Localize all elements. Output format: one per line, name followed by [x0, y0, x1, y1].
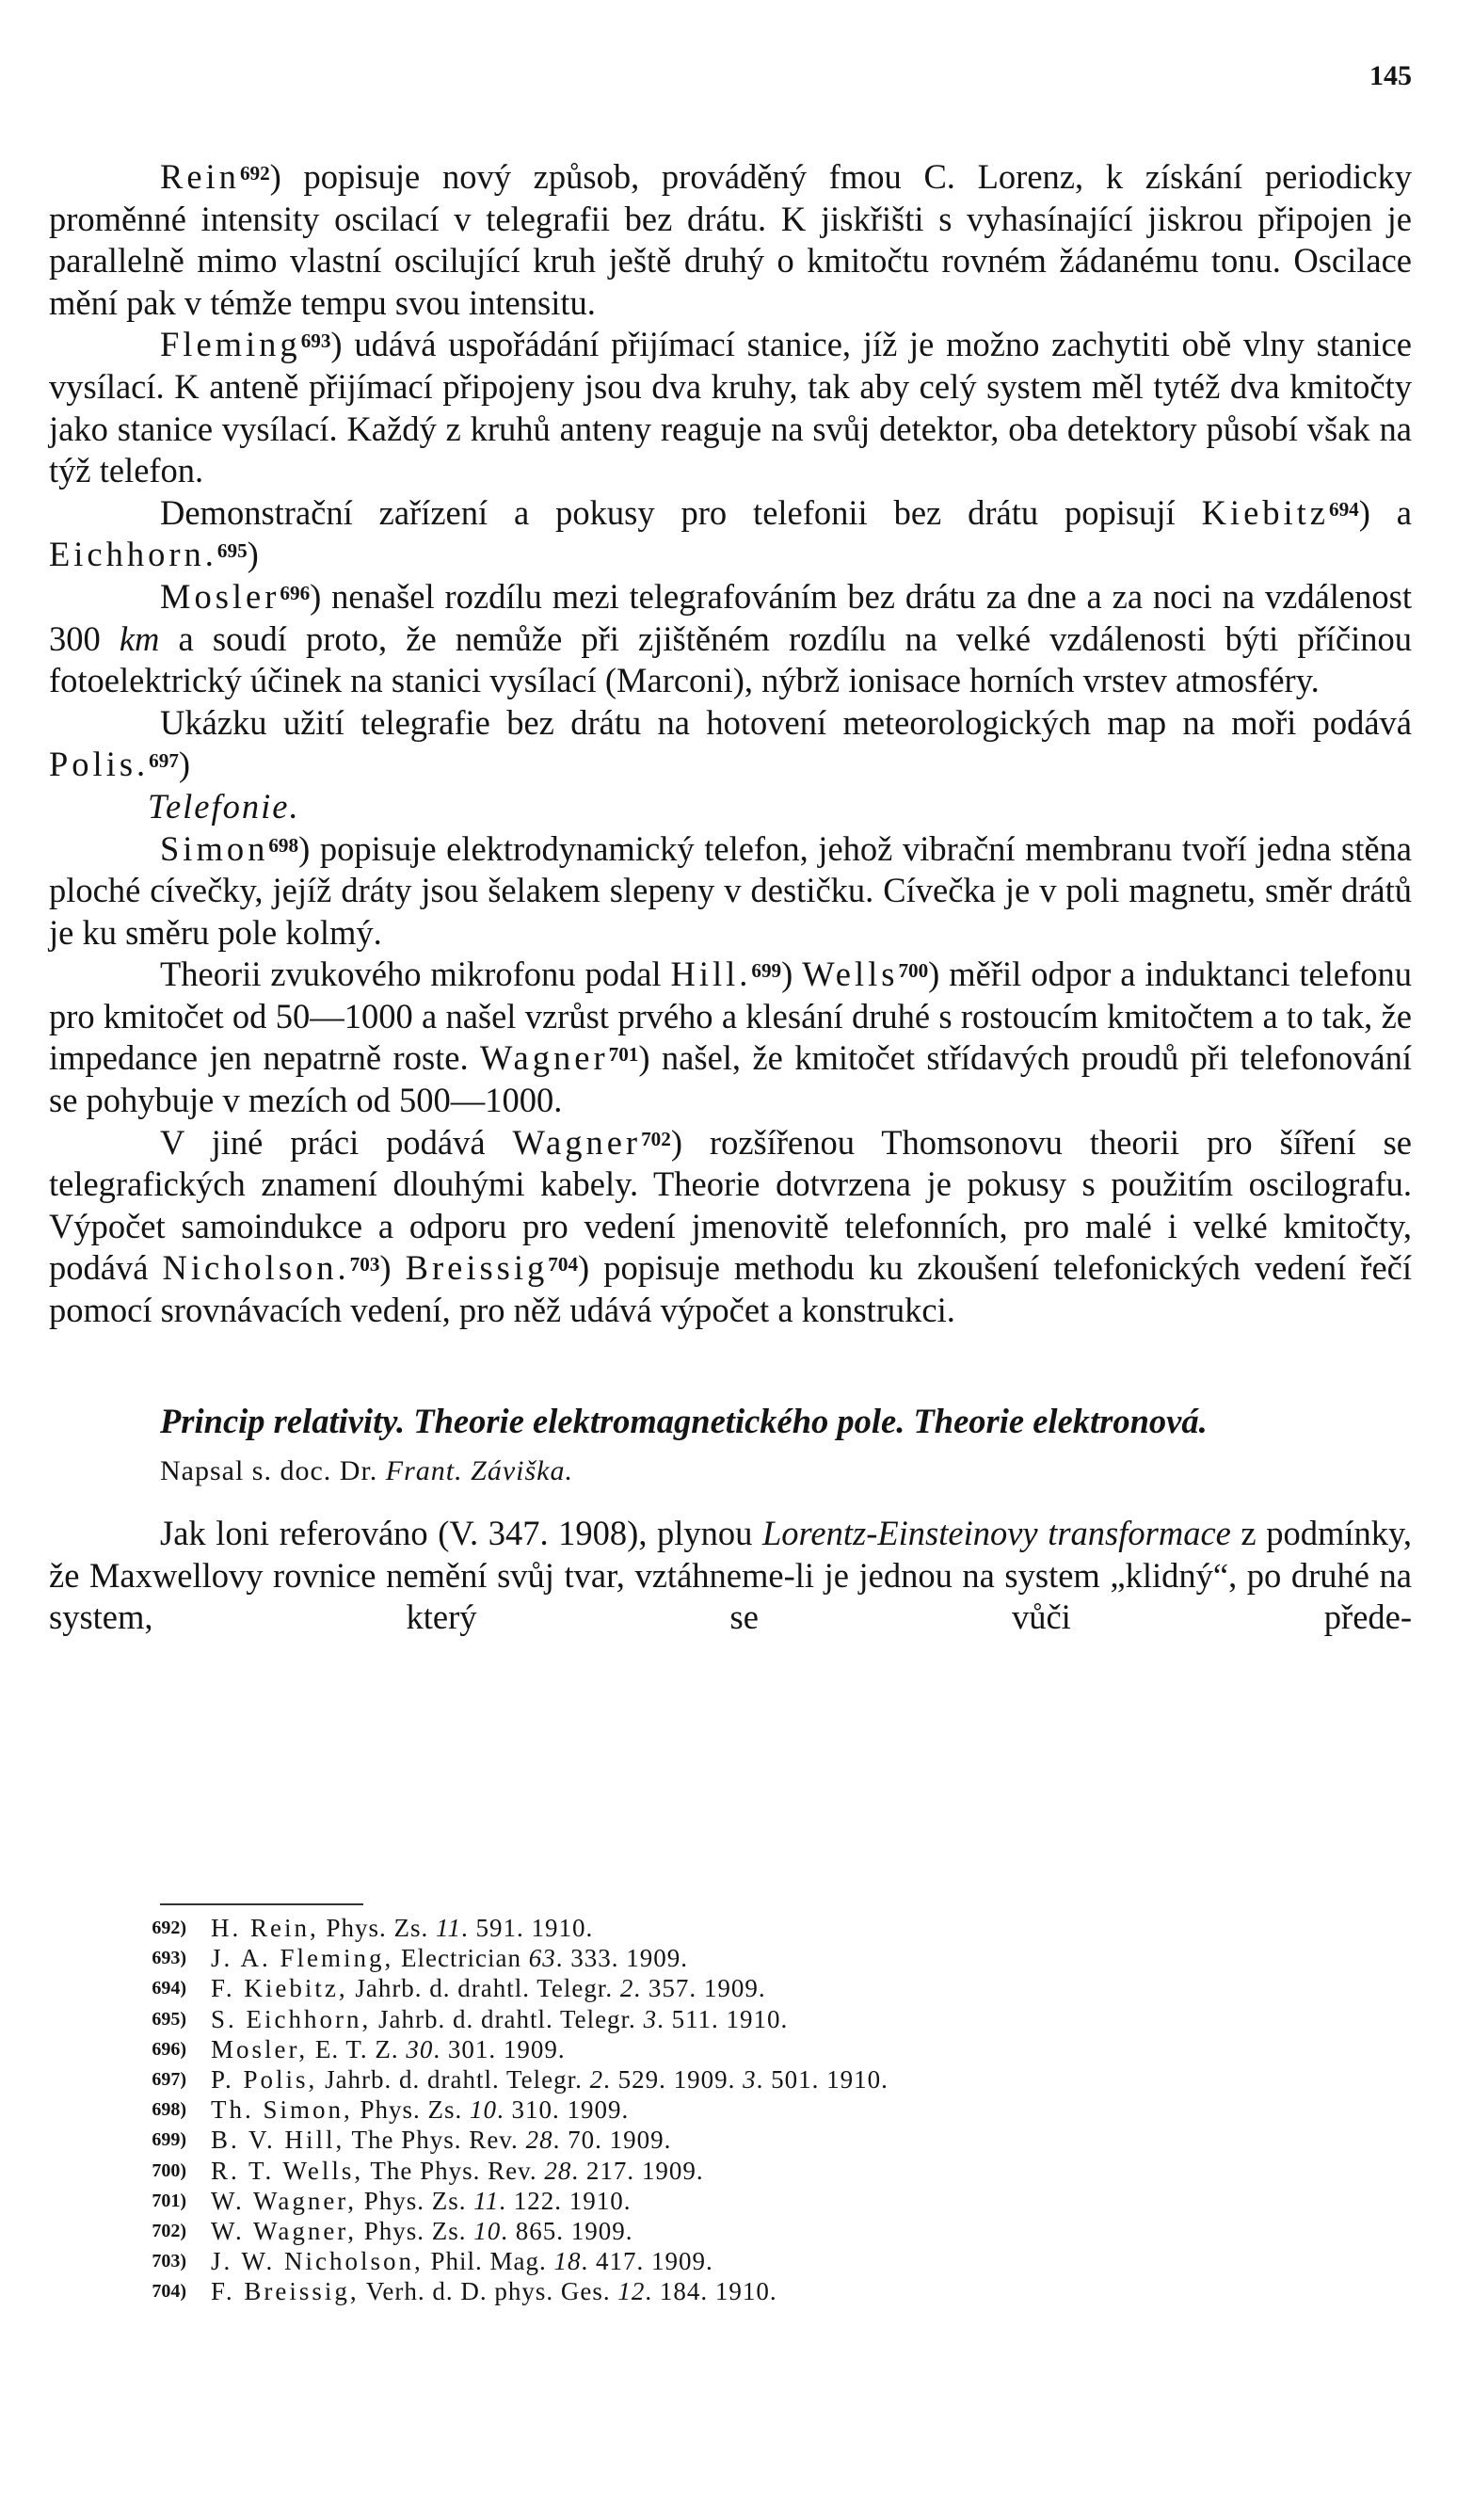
section-heading: Princip relativity. Theorie elektromagnetického pole. Theorie elektronová.	[160, 1401, 1208, 1440]
footnote-number: 703)	[152, 2251, 186, 2272]
paragraph-text: )	[247, 535, 259, 574]
author-name: Eichhorn.	[49, 535, 217, 574]
footnote-author: W. Wagner,	[211, 2217, 357, 2246]
footnote-journal: Verh. d. D. phys. Ges.	[359, 2277, 618, 2306]
footnote-number: 693)	[152, 1948, 186, 1969]
footnote-journal: E. T. Z.	[308, 2034, 407, 2063]
footnote-ref[interactable]: 692	[239, 162, 270, 185]
subsection-title: Telefonie.	[148, 786, 300, 826]
footnote-item	[49, 2156, 1412, 2186]
paragraph-text: )	[178, 745, 191, 784]
footnote-number: 694)	[152, 1978, 186, 1999]
footnote-volume: 10	[470, 2095, 498, 2125]
footnote-volume: 2	[589, 2065, 604, 2095]
byline-author: Frant. Záviška.	[385, 1454, 573, 1486]
footnote-item	[49, 2064, 1412, 2095]
author-name: Wagner	[480, 1038, 609, 1078]
footnote-journal: Phys. Zs.	[356, 2217, 474, 2246]
footnote-author: J. A. Fleming,	[211, 1944, 394, 1973]
footnote-item	[49, 1913, 1412, 1943]
footnote-pages: . 310. 1909.	[497, 2095, 630, 2125]
footnote-journal: Phil. Mag.	[423, 2247, 554, 2276]
footnote-volume: 30	[406, 2034, 434, 2063]
footnote-volume: 3	[743, 2065, 757, 2095]
byline	[49, 1451, 1412, 1493]
footnote-pages: . 122. 1910.	[499, 2186, 632, 2215]
footnote-ref[interactable]: 700	[898, 959, 929, 983]
footnote-text	[211, 2125, 671, 2155]
footnote-number: 701)	[152, 2190, 186, 2211]
footnote-author: P. Polis,	[211, 2065, 318, 2095]
footnote-ref[interactable]: 693	[300, 329, 331, 353]
paragraph-text: )	[781, 955, 803, 994]
paragraph-mosler	[49, 576, 1412, 702]
footnote-item	[49, 2186, 1412, 2216]
footnote-journal: The Phys. Rev.	[363, 2156, 545, 2185]
footnote-journal: Jahrb. d. drahtl. Telegr.	[371, 2004, 644, 2033]
footnote-pages: . 417. 1909.	[581, 2247, 713, 2276]
footnote-text	[211, 1913, 593, 1943]
author-name: Mosler	[160, 576, 280, 616]
paragraph-text: ) nenašel rozdílu mezi telegrafováním bez drátu za dne a za noci na vzdálenost 300	[49, 576, 1412, 658]
footnote-item	[49, 2246, 1412, 2276]
footnote-pages: . 184. 1910.	[645, 2277, 777, 2306]
footnote-author: S. Eichhorn,	[211, 2004, 372, 2033]
paragraph-text: V jiné práci podává	[160, 1122, 513, 1162]
footnote-journal: Jahrb. d. drahtl. Telegr.	[317, 2065, 590, 2095]
footnote-text	[211, 2034, 566, 2064]
author-name: Simon	[160, 828, 269, 868]
footnote-text	[211, 2064, 889, 2095]
footnote-pages: . 511. 1910.	[657, 2004, 789, 2033]
footnote-author: H. Rein,	[211, 1914, 319, 1942]
paragraph-text: z podmínky, že Maxwellovy rovnice nemění svůj tvar, vztáhneme-li je jednou na system „klidný“, po druhé na system, který se vůči přede-	[49, 1514, 1412, 1637]
unit-km: km	[119, 618, 160, 658]
footnote-journal: Phys. Zs.	[318, 1914, 437, 1942]
footnote-volume: 10	[473, 2217, 502, 2246]
footnote-item	[49, 1973, 1412, 2003]
footnote-author: F. Kiebitz,	[211, 1974, 348, 2003]
page-number: 145	[1369, 60, 1412, 91]
footnote-pages: . 217. 1909.	[571, 2156, 704, 2185]
paragraph-text: ) měřil odpor a induktanci telefonu pro kmitočet od 50—1000 a našel vzrůst prvého a klesání druhé s rostoucím kmitočtem a to tak, že impedance jen nepatrně roste.	[49, 955, 1412, 1078]
footnotes	[49, 1913, 1412, 2307]
footnote-ref[interactable]: 702	[641, 1127, 671, 1150]
footnote-divider	[160, 1903, 363, 1905]
paragraph-text: a soudí proto, že nemůže při zjištěném rozdílu na velké vzdálenosti býti příčinou fotoelektrický účinek na stanici vysílací (Marconi), nýbrž ionisace horních vrstev atmosféry.	[49, 618, 1412, 700]
footnote-item	[49, 2095, 1412, 2125]
author-name: Hill.	[670, 955, 752, 994]
footnote-text	[211, 2276, 777, 2306]
footnote-pages: . 501. 1910.	[756, 2065, 889, 2095]
paragraph-fleming	[49, 324, 1412, 491]
footnote-ref[interactable]: 699	[751, 959, 782, 983]
footnote-ref[interactable]: 698	[268, 833, 299, 857]
paragraph-theorii	[49, 954, 1412, 1121]
paragraph-text: Demonstrační zařízení a pokusy pro telefonii bez drátu popisují	[160, 492, 1202, 532]
footnote-text	[211, 2004, 788, 2034]
paragraph-text: ) popisuje methodu ku zkoušení telefonických vedení řečí pomocí srovnávacích vedení, pro něž udává výpočet a konstrukci.	[49, 1248, 1412, 1330]
footnote-author: W. Wagner,	[211, 2186, 357, 2215]
footnote-text	[211, 1943, 688, 1973]
footnote-item	[49, 2125, 1412, 2155]
footnote-journal: Jahrb. d. drahtl. Telegr.	[347, 1974, 620, 2003]
author-name: Kiebitz	[1201, 492, 1329, 532]
footnote-pages: . 865. 1909.	[501, 2217, 633, 2246]
footnote-ref[interactable]: 703	[349, 1253, 380, 1276]
author-name: Rein	[160, 157, 240, 196]
footnote-pages: . 70. 1909.	[552, 2126, 672, 2155]
footnote-volume: 12	[617, 2277, 646, 2306]
footnote-text	[211, 2095, 629, 2125]
footnote-journal: The Phys. Rev.	[344, 2126, 526, 2155]
paragraph-jak-loni	[49, 1513, 1412, 1639]
author-name: Nicholson.	[162, 1248, 350, 1288]
footnote-journal: Phys. Zs.	[356, 2186, 474, 2215]
paragraph-text: ) popisuje elektrodynamický telefon, jehož vibrační membranu tvoří jedna stěna ploché cívečky, jejíž dráty jsou šelakem slepeny v destičku. Cívečka je v poli magnetu, směr drátů je ku směru pole kolmý.	[49, 828, 1412, 952]
paragraph-wagner	[49, 1122, 1412, 1332]
footnote-volume: 28	[525, 2126, 553, 2155]
footnote-number: 700)	[152, 2159, 186, 2181]
paragraph-ukazku	[49, 702, 1412, 786]
paragraph-text: ) našel, že kmitočet střídavých proudů při telefonování se pohybuje v mezích od 500—1000.	[49, 1038, 1413, 1120]
footnote-volume: 3	[643, 2004, 658, 2033]
author-name: Fleming	[160, 325, 301, 364]
footnote-number: 704)	[152, 2281, 186, 2303]
footnote-volume: 11	[436, 1914, 462, 1942]
footnote-item	[49, 2004, 1412, 2034]
footnote-author: B. V. Hill,	[211, 2126, 345, 2155]
paragraph-text: Jak loni referováno (V. 347. 1908), plynou	[160, 1514, 762, 1553]
footnote-ref[interactable]: 694	[1329, 497, 1359, 521]
footnote-volume: 11	[473, 2186, 500, 2215]
footnote-item	[49, 2216, 1412, 2246]
footnote-pages: . 301. 1909.	[433, 2034, 566, 2063]
paragraph-text: )	[379, 1248, 406, 1288]
footnote-item	[49, 1943, 1412, 1973]
paragraph-text: Ukázku užití telegrafie bez drátu na hotovení meteorologických map na moři podává	[160, 702, 1412, 742]
byline-prefix: Napsal s. doc. Dr.	[160, 1454, 386, 1486]
paragraph-text: ) a	[1358, 492, 1412, 532]
footnote-volume: 18	[553, 2247, 582, 2276]
footnote-author: Mosler,	[211, 2034, 309, 2063]
footnote-ref[interactable]: 697	[149, 749, 179, 773]
paragraph-text: ) rozšířenou Thomsonovu theorii pro šíření se telegrafických znamení dlouhými kabely. Theorie dotvrzena je pokusy s použitím oscilografu. Výpočet samoindukce a odporu pro vedení jmenovitě telefonních, pro malé i velké kmitočty, podává	[49, 1122, 1413, 1288]
footnote-text	[211, 2216, 633, 2246]
footnote-author: F. Breissig,	[211, 2277, 360, 2306]
footnote-volume: 2	[619, 1974, 634, 2003]
paragraph-text: ) udává uspořádání přijímací stanice, jíž je možno zachytiti obě vlny stanice vysílací. K anteně přijímací připojeny jsou dva kruhy, tak aby celý system měl tytéž dva kmitočty jako stanice vysílací. Každý z kruhů anteny reaguje na svůj detektor, oba detektory působí však na týž telefon.	[49, 325, 1412, 490]
author-name: Wagner	[512, 1122, 642, 1162]
footnote-volume: 28	[544, 2156, 572, 2185]
footnote-ref[interactable]: 695	[216, 539, 248, 563]
footnote-pages: . 357. 1909.	[633, 1974, 766, 2003]
footnote-ref[interactable]: 704	[548, 1253, 579, 1276]
paragraph-simon	[49, 828, 1412, 955]
footnote-author: J. W. Nicholson,	[211, 2247, 424, 2276]
paragraph-rein	[49, 156, 1412, 324]
article-body	[49, 156, 1412, 1639]
italic-term: Lorentz-Einsteinovy transformace	[762, 1514, 1231, 1553]
footnote-ref[interactable]: 696	[280, 581, 311, 604]
footnote-number: 699)	[152, 2129, 186, 2151]
footnote-number: 692)	[152, 1918, 186, 1938]
footnote-item	[49, 2276, 1412, 2306]
author-name: Breissig	[405, 1248, 549, 1288]
footnote-volume: 63	[528, 1944, 556, 1973]
footnote-text	[211, 1973, 766, 2003]
footnote-text	[211, 2246, 713, 2276]
footnote-pages: . 591. 1910.	[461, 1914, 594, 1942]
footnote-pages: . 529. 1909.	[603, 2065, 744, 2095]
footnote-number: 695)	[152, 2008, 186, 2030]
footnote-journal: Electrician	[393, 1944, 529, 1973]
footnote-author: R. T. Wells,	[211, 2156, 364, 2185]
footnote-author: Th. Simon,	[211, 2095, 353, 2125]
author-name: Polis.	[49, 745, 150, 784]
footnote-ref[interactable]: 701	[608, 1043, 639, 1067]
footnote-text	[211, 2186, 632, 2216]
footnote-number: 702)	[152, 2221, 186, 2242]
footnote-number: 696)	[152, 2038, 186, 2060]
footnote-text	[211, 2156, 704, 2186]
footnote-item	[49, 2034, 1412, 2064]
footnote-pages: . 333. 1909.	[555, 1944, 688, 1973]
footnote-number: 698)	[152, 2099, 186, 2121]
paragraph-text: Theorii zvukového mikrofonu podal	[160, 955, 671, 994]
paragraph-text: ) popisuje nový způsob, prováděný fmou C. Lorenz, k získání periodicky proměnné intensity oscilací v telegrafii bez drátu. K jiskřišti s vyhasínající jiskrou připojen je parallelně mimo vlastní oscilující kruh ještě druhý o kmitočtu rovném žádanému tonu. Oscilace mění pak v témže tempu svou intensitu.	[49, 157, 1412, 322]
footnote-journal: Phys. Zs.	[352, 2095, 471, 2125]
paragraph-demonstracni	[49, 492, 1412, 576]
author-name: Wells	[802, 955, 899, 994]
footnote-number: 697)	[152, 2069, 186, 2091]
